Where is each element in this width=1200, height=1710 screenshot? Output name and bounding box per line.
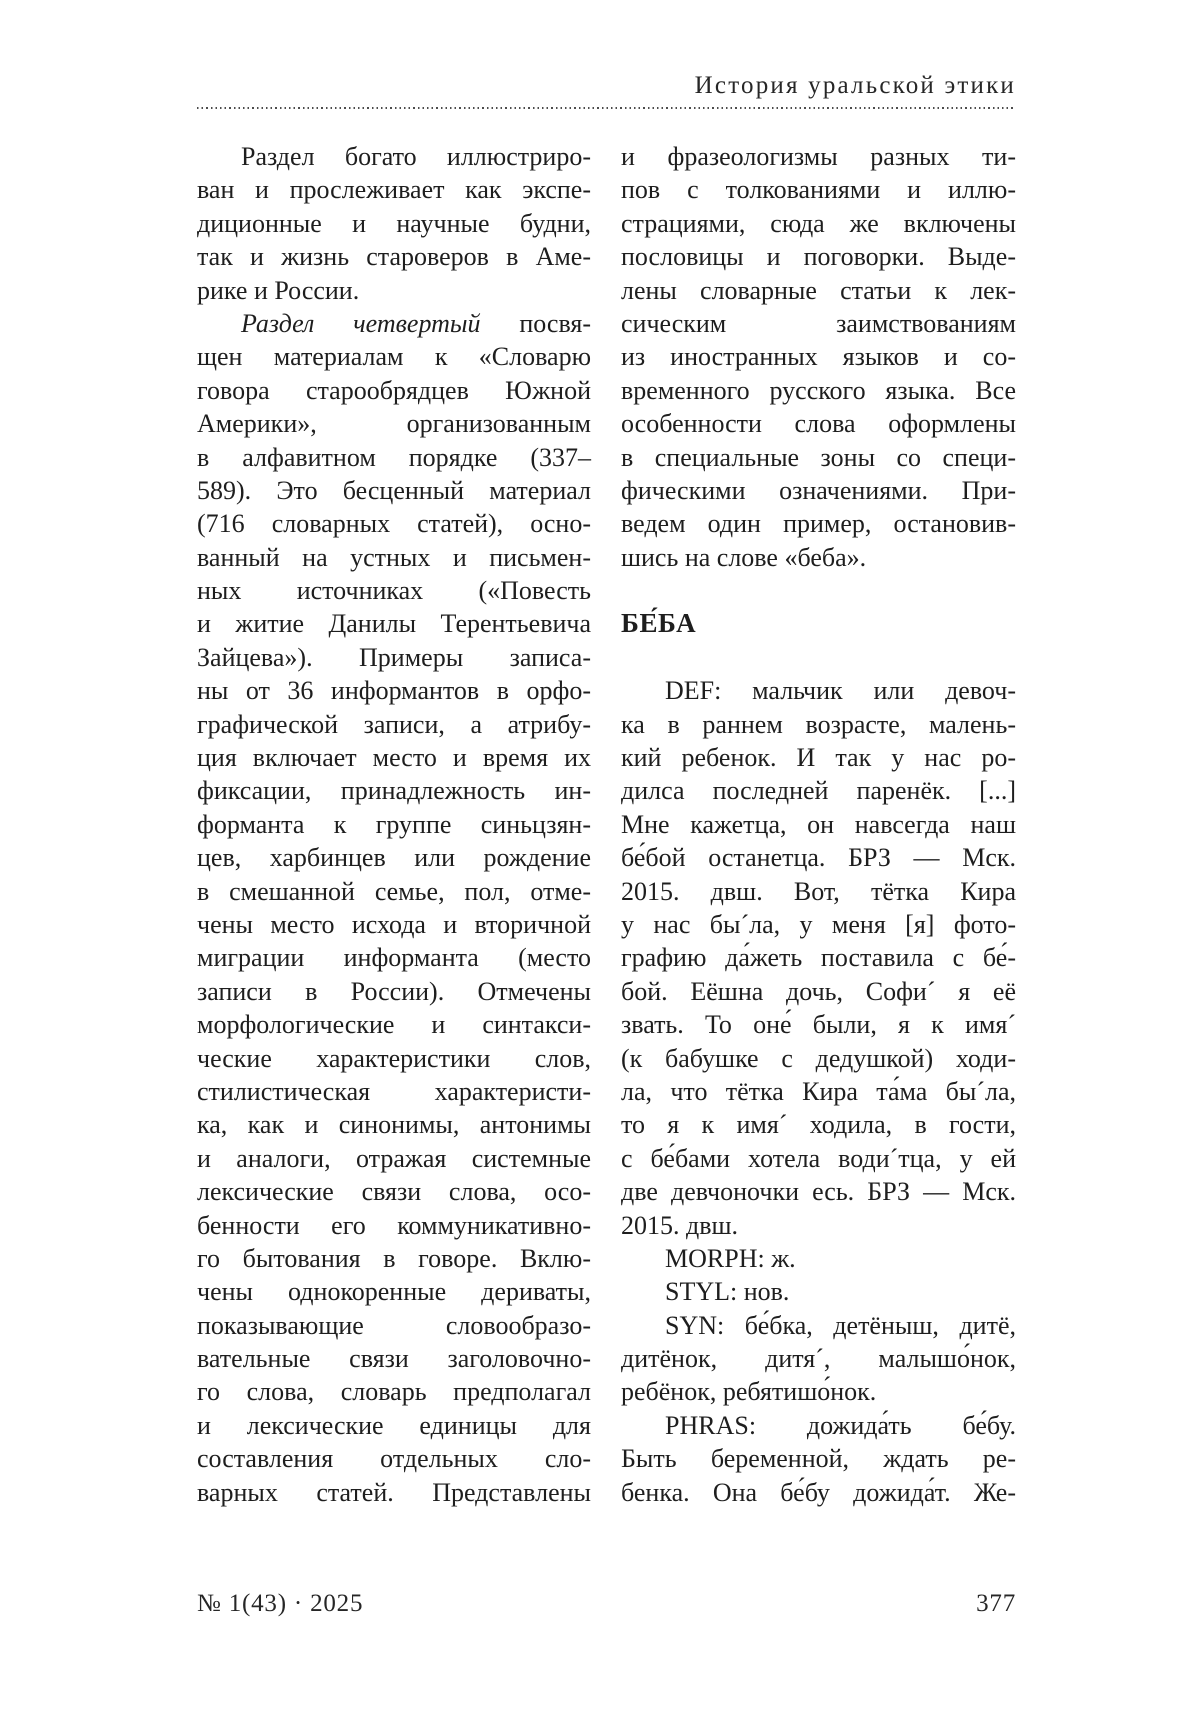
text-line: ны от 36 информантов в орфо- [197,676,591,706]
page-number: 377 [976,1590,1016,1617]
text-line: и житие Данилы Терентьевича [197,609,591,639]
text-line: так и жизнь староверов в Аме- [197,242,591,272]
text-line: фиксации, принадлежность ин- [197,776,591,806]
blank-line [621,574,1016,607]
text-line: MORPH: ж. [665,1243,796,1273]
text-line: вательные связи заголовочно- [197,1344,591,1374]
right-column [621,140,1016,1509]
text-line: Америки», организованным [197,409,591,439]
text-line: бенности его коммуникативно- [197,1210,591,1240]
text-line: дитёнок, дитя´, малышо́нок, [621,1344,1016,1374]
entry-headword: БЕ́БА [621,608,697,639]
text-line: PHRAS: дожида́ть бе́бу. [665,1410,1016,1440]
text-line: лены словарные статьи к лек- [621,275,1016,305]
text-line: чены место исхода и вторичной [197,909,591,939]
text-line: го бытования в говоре. Вклю- [197,1243,591,1273]
issue-number: № 1(43) · 2025 [197,1590,364,1617]
text-line: диционные и научные будни, [197,208,591,238]
text-line: сическим заимствованиям [621,308,1016,338]
text-line: 2015. двш. Вот, тётка Кира [621,876,1016,906]
text-line: цев, харбинцев или рождение [197,843,591,873]
text-line: звать. То оне́ были, я к имя´ [621,1010,1016,1040]
text-line: стилистическая характеристи- [197,1076,591,1106]
page-footer [197,1590,1016,1617]
text-line: лексические связи слова, осо- [197,1177,591,1207]
text-line: ванный на устных и письмен- [197,542,591,572]
text-line: форманта к группе синьцзян- [197,809,591,839]
running-head-title: История уральской этики [694,72,1016,99]
text-line: ребёнок, ребятишо́нок. [621,1377,877,1407]
text-line: Быть беременной, ждать ре- [621,1444,1016,1474]
text-line: дилса последней паренёк. [...] [621,776,1016,806]
text-line: и лексические единицы для [197,1410,591,1440]
text-line: из иностранных языков и со- [621,342,1016,372]
text-line: графической записи, а атрибу- [197,709,591,739]
text-line: и фразеологизмы разных ти- [621,142,1016,171]
text-line: ла, что тётка Кира та́ма бы´ла, [621,1076,1016,1106]
text-line: (716 словарных статей), осно- [197,509,591,539]
running-head [197,72,1016,109]
text-line: шись на слове «беба». [621,542,867,572]
dotted-rule [197,107,1016,109]
text-line: говора старообрядцев Южной [197,375,591,405]
text-line: щен материалам к «Словарю [197,342,591,372]
text-line: фическими означениями. При- [621,475,1016,505]
text-line: у нас бы´ла, у меня [я] фото- [621,909,1016,939]
text-line: и аналоги, отражая системные [197,1143,591,1173]
text-line: рике и России. [197,275,360,305]
text-line: го слова, словарь предполагал [197,1377,591,1407]
text-line: в алфавитном порядке (337– [197,442,591,472]
text-line: (к бабушке с дедушкой) ходи- [621,1043,1016,1073]
text-line: Зайцева»). Примеры записа- [197,642,591,672]
text-line: миграции информанта (место [197,943,591,973]
text-line: бой. Еёшна дочь, Софи´ я её [621,976,1016,1006]
text-line: графию да́жеть поставила с бе́- [621,943,1016,973]
blank-line [621,641,1016,674]
text-line: морфологические и синтакси- [197,1010,591,1040]
text-line: STYL: нов. [665,1277,790,1307]
text-line: ван и прослеживает как экспе- [197,175,591,205]
text-line: варных статей. Представлены [197,1477,591,1507]
text-line: ка, как и синонимы, антонимы [197,1110,591,1140]
text-line: ных источниках («Повесть [197,576,591,606]
text-line: с бе́бами хотела води´тца, у ей [621,1143,1016,1173]
text-line: пословицы и поговорки. Выде- [621,242,1016,272]
text-line: Мне кажетца, он навсегда наш [621,809,1016,839]
text-line: ведем один пример, остановив- [621,509,1016,539]
text-line: ческие характеристики слов, [197,1043,591,1073]
text-line: SYN: бе́бка, детёныш, дитё, [665,1310,1016,1340]
text-line: показывающие словообразо- [197,1310,591,1340]
text-line: чены однокоренные дериваты, [197,1277,591,1307]
text-line: бе́бой останетца. БРЗ — Мск. [621,843,1016,873]
text-line: кий ребенок. И так у нас ро- [621,743,1016,773]
text-line: в специальные зоны со специ- [621,442,1016,472]
italic-segment: Раздел четвертый [241,308,481,338]
text-line: составления отдельных сло- [197,1444,591,1474]
text-line: страциями, сюда же включены [621,208,1016,238]
text-line: две девчоночки есь. БРЗ — Мск. [621,1177,1016,1207]
text-line: 589). Это бесценный материал [197,475,591,505]
text-line: временного русского языка. Все [621,375,1016,405]
text-line: ция включает место и время их [197,743,591,773]
text-line: DEF: мальчик или девоч- [665,676,1016,706]
text-line: то я к имя´ ходила, в гости, [621,1110,1016,1140]
text-line: бенка. Она бе́бу дожида́т. Же- [621,1477,1016,1507]
text-line: записи в России). Отмечены [197,976,591,1006]
text-line: пов с толкованиями и иллю- [621,175,1016,205]
text-line: особенности слова оформлены [621,409,1016,439]
text-line: ка в раннем возрасте, малень- [621,709,1016,739]
text-line: в смешанной семье, пол, отме- [197,876,591,906]
left-column [197,140,591,1509]
text-line: 2015. двш. [621,1210,739,1240]
text-line: Раздел богато иллюстриро- [241,142,591,171]
text-line: Раздел четвертый посвя- [241,308,592,338]
